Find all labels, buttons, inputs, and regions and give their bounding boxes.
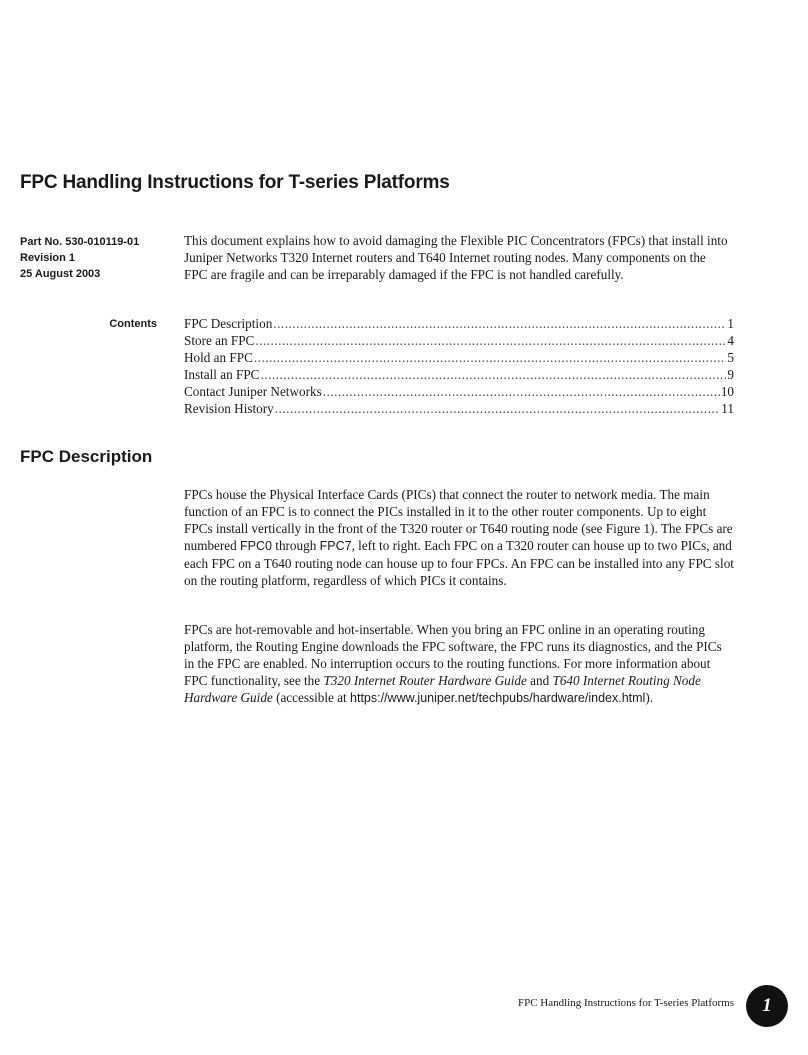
toc-item-revision-history[interactable] [184, 400, 734, 417]
toc-item-hold-fpc[interactable] [184, 349, 734, 366]
hardware-docs-link[interactable]: https://www.juniper.net/techpubs/hardware/index.html [350, 691, 646, 705]
paragraph-text: , left to right. Each FPC on a T320 router can house up to two PICs, and each FPC on a T640 routing node can house up to four FPCs. An FPC can be installed into any FPC slot on the routing platform, regardless of which PICs it contains. [184, 538, 734, 588]
footer-title: FPC Handling Instructions for T-series Platforms [517, 997, 734, 1009]
toc-item-page: 9 [727, 367, 734, 382]
page-title: FPC Handling Instructions for T-series Platforms [20, 172, 450, 193]
toc-item-store-fpc[interactable] [184, 332, 734, 349]
guide-reference-t320[interactable]: T320 Internet Router Hardware Guide [323, 673, 527, 688]
section-paragraph-1 [184, 486, 734, 589]
toc-item-page: 1 [727, 316, 734, 331]
toc-item-title: Contact Juniper Networks [184, 384, 322, 399]
paragraph-text: and [526, 673, 553, 688]
fpc-first-label: FPC0 [240, 539, 272, 553]
toc-item-title: Revision History [184, 401, 274, 416]
toc-item-page: 5 [727, 350, 734, 365]
toc-item-fpc-description[interactable] [184, 315, 734, 332]
toc-item-page: 10 [720, 384, 734, 399]
paragraph-text: (accessible at [272, 690, 351, 705]
guide-reference-t640[interactable]: T640 Internet Routing Node Hardware Guide [184, 673, 701, 705]
toc-leader-dots [273, 315, 726, 332]
section-paragraph-2 [184, 621, 734, 707]
section-heading: FPC Description [20, 447, 153, 466]
toc-item-page: 11 [721, 401, 734, 416]
document-meta [20, 234, 139, 282]
fpc-last-label: FPC7 [319, 539, 352, 553]
toc-leader-dots [275, 400, 721, 417]
toc-item-title: Install an FPC [184, 367, 260, 382]
paragraph-text: FPCs house the Physical Interface Cards (PICs) that connect the router to network media. The main function of an FPC is to connect the PICs installed in it to the other router components. Up to eight FPCs install vertically in the front of the T320 router or T640 routing node (see Figure 1). The FPCs are numbered [184, 487, 733, 553]
paragraph-text: through [271, 538, 320, 553]
toc-item-page: 4 [727, 333, 734, 348]
table-of-contents [184, 315, 734, 417]
toc-leader-dots [255, 332, 726, 349]
toc-item-title: Store an FPC [184, 333, 255, 348]
toc-leader-dots [323, 383, 720, 400]
contents-label: Contents [109, 318, 157, 330]
revision: Revision 1 [20, 252, 76, 264]
toc-leader-dots [254, 349, 727, 366]
part-number: Part No. 530-010119-01 [20, 236, 140, 248]
toc-item-contact-juniper[interactable] [184, 383, 734, 400]
toc-item-title: FPC Description [184, 316, 273, 331]
page-number-badge: 1 [746, 985, 788, 1027]
toc-item-install-fpc[interactable] [184, 366, 734, 383]
toc-leader-dots [260, 366, 726, 383]
publish-date: 25 August 2003 [20, 268, 101, 280]
paragraph-text: ). [645, 690, 654, 705]
intro-paragraph: This document explains how to avoid damaging the Flexible PIC Concentrators (FPCs) that install into Juniper Networks T320 Internet routers and T640 Internet routing nodes. Many components on the FPC are fragile and can be irreparably damaged if the FPC is not handled carefully. [184, 233, 728, 282]
paragraph-text: FPCs are hot-removable and hot-insertable. When you bring an FPC online in an operating routing platform, the Routing Engine downloads the FPC software, the FPC runs its diagnostics, and the PICs in the FPC are enabled. No interruption occurs to the routing functions. For more information about FPC functionality, see the [184, 622, 722, 688]
toc-item-title: Hold an FPC [184, 350, 253, 365]
